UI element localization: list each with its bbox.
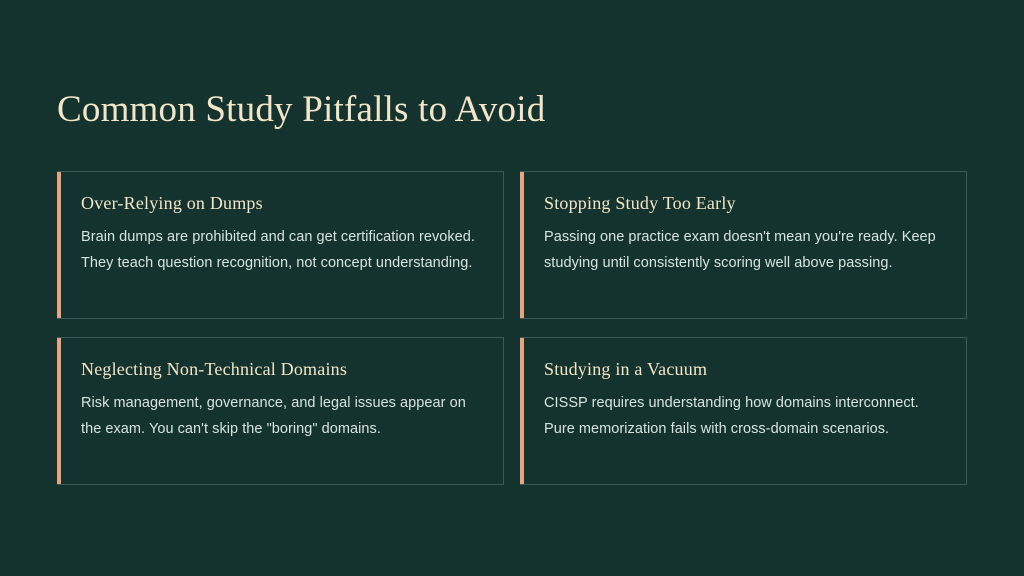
accent-bar bbox=[520, 338, 524, 484]
pitfall-card-body: Brain dumps are prohibited and can get certification revoked. They teach question recognition, not concept understanding. bbox=[81, 229, 475, 272]
accent-bar bbox=[57, 338, 61, 484]
pitfall-card-title: Over-Relying on Dumps bbox=[81, 193, 263, 213]
accent-bar bbox=[57, 172, 61, 318]
pitfall-card-title: Studying in a Vacuum bbox=[544, 359, 708, 379]
pitfall-card bbox=[57, 337, 504, 485]
accent-bar bbox=[520, 172, 524, 318]
pitfall-card-body: Passing one practice exam doesn't mean you're ready. Keep studying until consistently scoring well above passing. bbox=[544, 229, 936, 272]
pitfall-card bbox=[57, 171, 504, 319]
page-title: Common Study Pitfalls to Avoid bbox=[57, 89, 546, 130]
pitfall-card-body: Risk management, governance, and legal issues appear on the exam. You can't skip the "boring" domains. bbox=[81, 395, 466, 438]
pitfall-card bbox=[520, 337, 967, 485]
pitfall-card-grid bbox=[57, 171, 967, 485]
pitfall-card-body: CISSP requires understanding how domains interconnect. Pure memorization fails with cross-domain scenarios. bbox=[544, 395, 919, 438]
pitfall-card-title: Neglecting Non-Technical Domains bbox=[81, 359, 348, 379]
pitfall-card-title: Stopping Study Too Early bbox=[544, 193, 736, 213]
pitfall-card bbox=[520, 171, 967, 319]
